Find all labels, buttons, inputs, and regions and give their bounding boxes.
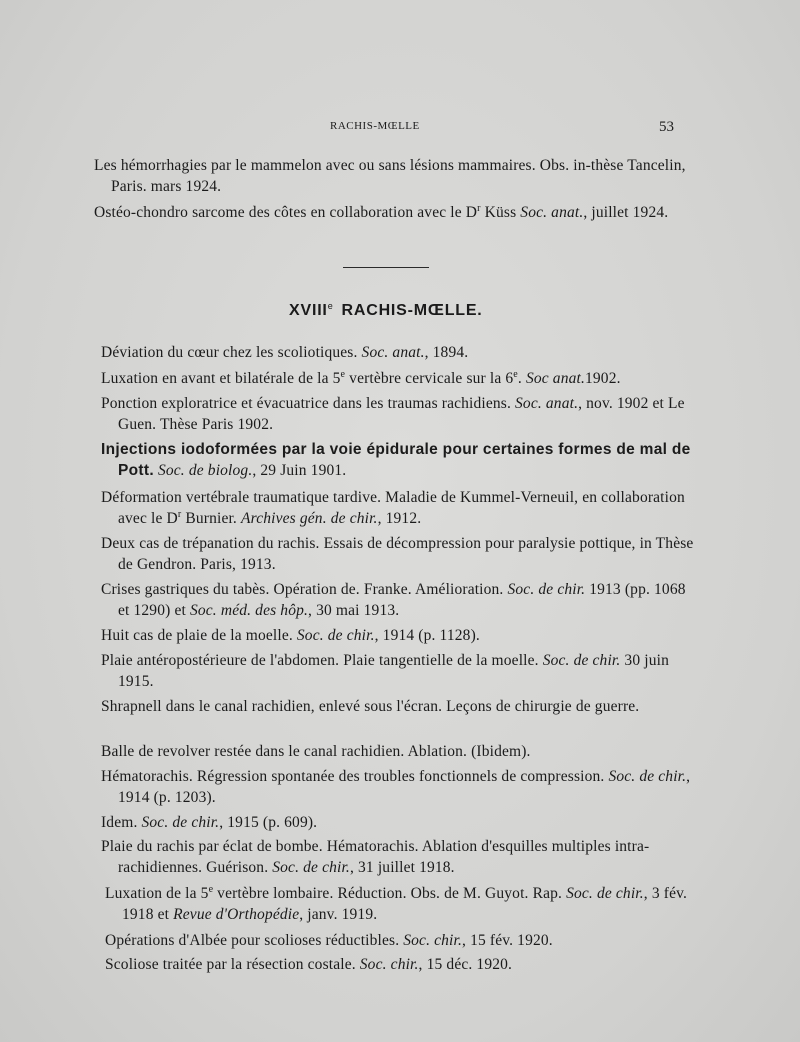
list-item: Luxation en avant et bilatérale de la 5e vertèbre cervicale sur la 6e. Soc anat.1902.	[101, 368, 621, 387]
page-number: 53	[659, 119, 674, 135]
list-item: Balle de revolver restée dans le canal rachidien. Ablation. (Ibidem).	[101, 743, 531, 760]
list-item: Ponction exploratrice et évacuatrice dans les traumas rachidiens. Soc. anat., nov. 1902 et Le Guen. Thèse Paris 1902.	[101, 395, 685, 433]
list-item: Idem. Soc. de chir., 1915 (p. 609).	[101, 814, 318, 831]
list-item: Ostéo-chondro sarcome des côtes en collaboration avec le $D^r$ Küss Soc. anat., juillet 1924.	[94, 202, 669, 221]
list-item: Luxation de la 5e vertèbre lombaire. Réduction. Obs. de M. Guyot. Rap. Soc. de chir., 3 fév. 1918 et Revue d'Orthopédie, janv. 1919.	[105, 883, 688, 923]
list-item: Scoliose traitée par la résection costale. Soc. chir., 15 déc. 1920.	[105, 956, 513, 973]
list-item: Huit cas de plaie de la moelle. Soc. de chir., 1914 (p. 1128).	[101, 627, 480, 644]
section-divider	[343, 267, 429, 268]
list-item: Déformation vertébrale traumatique tardive. Maladie de Kummel-Verneuil, en collaboration avec le $D^r$ Burnier. Archives gén. de chir., 1912.	[101, 489, 685, 527]
list-item: Hématorachis. Régression spontanée des troubles fonctionnels de compression. Soc. de chir., 1914 (p. 1203).	[101, 768, 691, 806]
list-item: Injections iodoformées par la voie épidurale pour certaines formes de mal de Pott. Soc. de biolog., 29 Juin 1901.	[101, 441, 691, 479]
list-item: Plaie antéropostérieure de l'abdomen. Plaie tangentielle de la moelle. Soc. de chir. 30 juin 1915.	[101, 652, 669, 690]
list-item: Crises gastriques du tabès. Opération de. Franke. Amélioration. Soc. de chir. 1913 (pp. 1068 et 1290) et Soc. méd. des hôp., 30 mai 1913.	[101, 581, 686, 619]
list-item: Shrapnell dans le canal rachidien, enlevé sous l'écran. Leçons de chirurgie de guerre.	[101, 698, 640, 715]
list-item: Déviation du cœur chez les scoliotiques. Soc. anat., 1894.	[101, 344, 469, 361]
list-item: Les hémorrhagies par le mammelon avec ou sans lésions mammaires. Obs. in-thèse Tancelin, Paris. mars 1924.	[94, 157, 686, 195]
list-item: Opérations d'Albée pour scolioses réductibles. Soc. chir., 15 fév. 1920.	[105, 932, 553, 949]
running-title: RACHIS-MŒLLE	[330, 120, 420, 132]
list-item: Plaie du rachis par éclat de bombe. Hématorachis. Ablation d'esquilles multiples intra-rachidiennes. Guérison. Soc. de chir., 31 juillet 1918.	[101, 838, 650, 876]
list-item: Deux cas de trépanation du rachis. Essais de décompression pour paralysie pottique, in Thèse de Gendron. Paris, 1913.	[101, 535, 694, 573]
section-heading: XVIIIe RACHIS-MŒLLE.	[289, 300, 483, 319]
